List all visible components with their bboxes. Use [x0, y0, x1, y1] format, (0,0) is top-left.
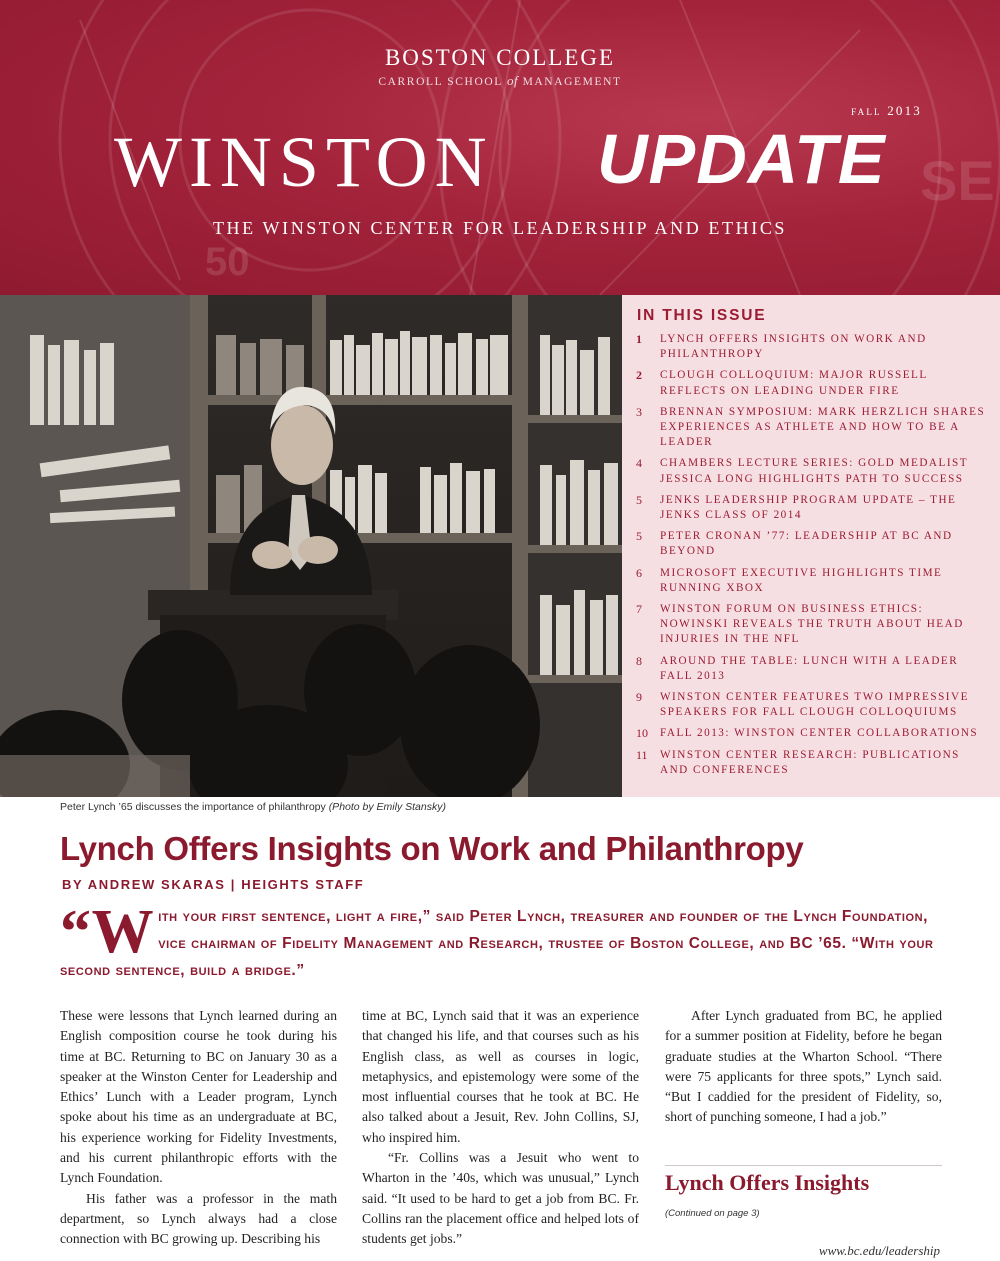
svg-text:SE: SE	[920, 149, 995, 212]
toc-item[interactable]	[636, 456, 992, 486]
toc-title: BRENNAN SYMPOSIUM: MARK HERZLICH SHARES EXPERIENCES AS ATHLETE AND HOW TO BE A LEADER	[660, 405, 986, 449]
toc-page-number: 4	[636, 456, 642, 471]
toc-title: CLOUGH COLLOQUIUM: MAJOR RUSSELL REFLECTS ON LEADING UNDER FIRE	[660, 369, 928, 397]
toc-page-number: 10	[636, 726, 648, 741]
toc-title: AROUND THE TABLE: LUNCH WITH A LEADER FALL 2013	[660, 654, 959, 682]
divider	[665, 1165, 942, 1166]
toc-list	[636, 332, 992, 778]
toc-title: LYNCH OFFERS INSIGHTS ON WORK AND PHILANTHROPY	[660, 333, 927, 361]
toc-title: FALL 2013: WINSTON CENTER COLLABORATIONS	[660, 727, 979, 740]
toc-page-number: 6	[636, 565, 642, 580]
toc-item[interactable]	[636, 602, 992, 648]
toc-item[interactable]	[636, 529, 992, 559]
toc-title: PETER CRONAN ’77: LEADERSHIP AT BC AND BEYOND	[660, 530, 953, 558]
photo-credit: (Photo by Emily Stansky)	[328, 801, 446, 813]
photo-illustration	[0, 295, 622, 797]
newsletter-subtitle: THE WINSTON CENTER FOR LEADERSHIP AND ETHICS	[212, 218, 788, 238]
article-lead-quote	[60, 898, 945, 984]
toc-item[interactable]	[636, 405, 992, 451]
lead-quote-text: ith your first sentence, light a fire,” said Peter Lynch, treasurer and founder of the Lynch Foundation, vice chairman of Fidelity Management and Research, trustee of Boston College, and BC ’65. “With your second sentence, build a bridge.”	[60, 908, 934, 979]
article-column-1	[60, 1006, 337, 1250]
school-name	[0, 73, 1000, 89]
newsletter-title-main: WINSTON	[114, 122, 494, 202]
toc-title: JENKS LEADERSHIP PROGRAM UPDATE – THE JENKS CLASS OF 2014	[660, 493, 957, 522]
toc-item[interactable]	[636, 690, 992, 720]
in-this-issue-panel	[622, 295, 1000, 797]
toc-page-number: 8	[636, 653, 642, 668]
toc-page-number: 11	[636, 747, 648, 762]
issue-date: fall 2013	[851, 103, 922, 118]
toc-page-number: 9	[636, 690, 642, 705]
toc-title: WINSTON FORUM ON BUSINESS ETHICS: NOWINSKI REVEALS THE TRUTH ABOUT HEAD INJURIES IN THE NFL	[660, 603, 964, 646]
toc-title: MICROSOFT EXECUTIVE HIGHLIGHTS TIME RUNNING XBOX	[660, 566, 943, 594]
photo-caption	[60, 801, 446, 813]
toc-item[interactable]	[636, 726, 992, 741]
footer-url[interactable]: www.bc.edu/leadership	[818, 1243, 940, 1258]
article-byline: BY ANDREW SKARAS | HEIGHTS STAFF	[62, 877, 365, 892]
toc-item[interactable]	[636, 368, 992, 398]
toc-item[interactable]	[636, 493, 992, 523]
school-prefix: CARROLL SCHOOL	[378, 76, 503, 88]
masthead	[0, 0, 1000, 295]
toc-item[interactable]	[636, 748, 992, 778]
continued-article-title: Lynch Offers Insights	[665, 1170, 870, 1195]
toc-heading: IN THIS ISSUE	[637, 307, 767, 324]
toc-title: WINSTON CENTER RESEARCH: PUBLICATIONS AND CONFERENCES	[660, 748, 960, 776]
toc-page-number: 5	[636, 492, 642, 507]
toc-page-number: 7	[636, 602, 642, 617]
article-headline: Lynch Offers Insights on Work and Philanthropy	[60, 830, 804, 867]
toc-title: CHAMBERS LECTURE SERIES: GOLD MEDALIST JESSICA LONG HIGHLIGHTS PATH TO SUCCESS	[660, 457, 968, 485]
lead-photo	[0, 295, 622, 797]
caption-text: Peter Lynch ’65 discusses the importance of philanthropy	[60, 801, 326, 813]
newsletter-title-accent: UPDATE	[597, 120, 886, 198]
paragraph: time at BC, Lynch said that it was an experience that changed his life, and that courses such as his English class, as well as courses in logic, metaphysics, and epistemology were some of the most influential courses that he took at BC. He also talked about a Jesuit, Rev. John Collins, SJ, who inspired him.	[362, 1008, 639, 1145]
toc-title: WINSTON CENTER FEATURES TWO IMPRESSIVE SPEAKERS FOR FALL CLOUGH COLLOQUIUMS	[660, 691, 969, 719]
toc-page-number: 3	[636, 404, 642, 419]
svg-text:50: 50	[205, 240, 250, 284]
toc-page-number: 5	[636, 529, 642, 544]
paragraph: After Lynch graduated from BC, he applied for a summer position at Fidelity, before he began graduate studies at the Wharton School. “There were 75 applicants for three spots,” Lynch said. “But I caddied for the president of Fidelity, so, short of punching someone, I had a job.”	[665, 1008, 942, 1125]
toc-item[interactable]	[636, 654, 992, 684]
toc-item[interactable]	[636, 332, 992, 362]
school-suffix: MANAGEMENT	[522, 76, 622, 88]
toc-item[interactable]	[636, 566, 992, 596]
paragraph: “Fr. Collins was a Jesuit who went to Wharton in the ’40s, which was unusual,” Lynch said. “It used to be hard to get a job from BC. Fr. Collins ran the placement office and helped lots of students get jobs.”	[362, 1150, 639, 1247]
toc-page-number: 1	[636, 332, 642, 346]
drop-cap: “W	[60, 898, 155, 966]
college-name: BOSTON COLLEGE	[384, 45, 616, 70]
school-of: of	[506, 73, 519, 88]
article-column-3	[665, 1006, 942, 1128]
paragraph: His father was a professor in the math department, so Lynch always had a close connection with BC growing up. Describing his	[60, 1190, 337, 1247]
paragraph: These were lessons that Lynch learned during an English composition course he took during his time at BC. Returning to BC on January 30 as a speaker at the Winston Center for Leadership and Ethics’ Lunch with a Leader program, Lynch spoke about his time as an undergraduate at BC, his experience working for Fidelity Investments, and his current philanthropic efforts with the Lynch Foundation.	[60, 1008, 337, 1186]
article-column-2	[362, 1006, 639, 1250]
toc-page-number: 2	[636, 368, 642, 383]
continued-on-note[interactable]: (Continued on page 3)	[665, 1208, 760, 1219]
